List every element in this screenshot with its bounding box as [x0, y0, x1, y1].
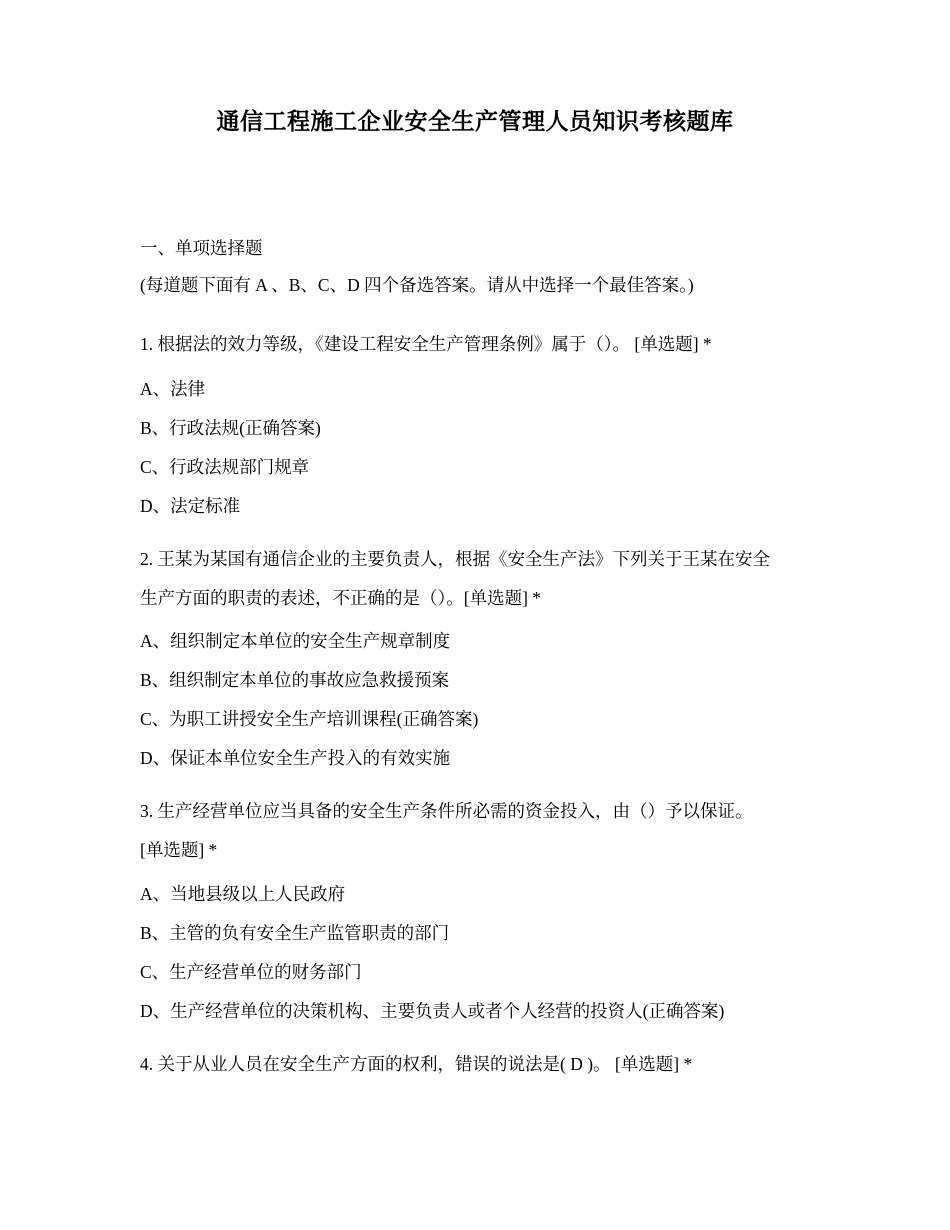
- question-2-option-c: C、为职工讲授安全生产培训课程(正确答案): [140, 709, 479, 729]
- question-3-option-c: C、生产经营单位的财务部门: [140, 962, 362, 982]
- question-1-stem: 1. 根据法的效力等级，《建设工程安全生产管理条例》属于（）。 [单选题] *: [140, 334, 712, 354]
- question-1-option-b: B、行政法规(正确答案): [140, 418, 321, 438]
- question-1-option-d: D、法定标准: [140, 496, 241, 516]
- question-1-option-c: C、行政法规部门规章: [140, 457, 310, 477]
- page-title: 通信工程施工企业安全生产管理人员知识考核题库: [216, 109, 734, 134]
- section-heading: 一、单项选择题: [140, 238, 263, 258]
- question-3-option-b: B、主管的负有安全生产监管职责的部门: [140, 923, 450, 943]
- question-2-stem-line-1: 2. 王某为某国有通信企业的主要负责人，根据《安全生产法》下列关于王某在安全: [140, 549, 770, 569]
- question-3-option-d: D、生产经营单位的决策机构、主要负责人或者个人经营的投资人(正确答案): [140, 1001, 725, 1021]
- question-2-option-b: B、组织制定本单位的事故应急救援预案: [140, 670, 450, 690]
- question-1-option-a: A、法律: [140, 379, 206, 399]
- section-instructions: (每道题下面有 A 、B、C、D 四个备选答案。请从中选择一个最佳答案。): [140, 275, 694, 295]
- question-4-stem: 4. 关于从业人员在安全生产方面的权利，错误的说法是( D )。 [单选题] *: [140, 1054, 693, 1074]
- question-2-option-a: A、组织制定本单位的安全生产规章制度: [140, 631, 451, 651]
- question-2-option-d: D、保证本单位安全生产投入的有效实施: [140, 748, 451, 768]
- question-3-stem-line-1: 3. 生产经营单位应当具备的安全生产条件所必需的资金投入，由（）予以保证。: [140, 801, 753, 821]
- question-2-stem-line-2: 生产方面的职责的表述，不正确的是（）。[单选题] *: [140, 588, 542, 608]
- question-3-stem-line-2: [单选题] *: [140, 840, 218, 860]
- question-3-option-a: A、当地县级以上人民政府: [140, 884, 346, 904]
